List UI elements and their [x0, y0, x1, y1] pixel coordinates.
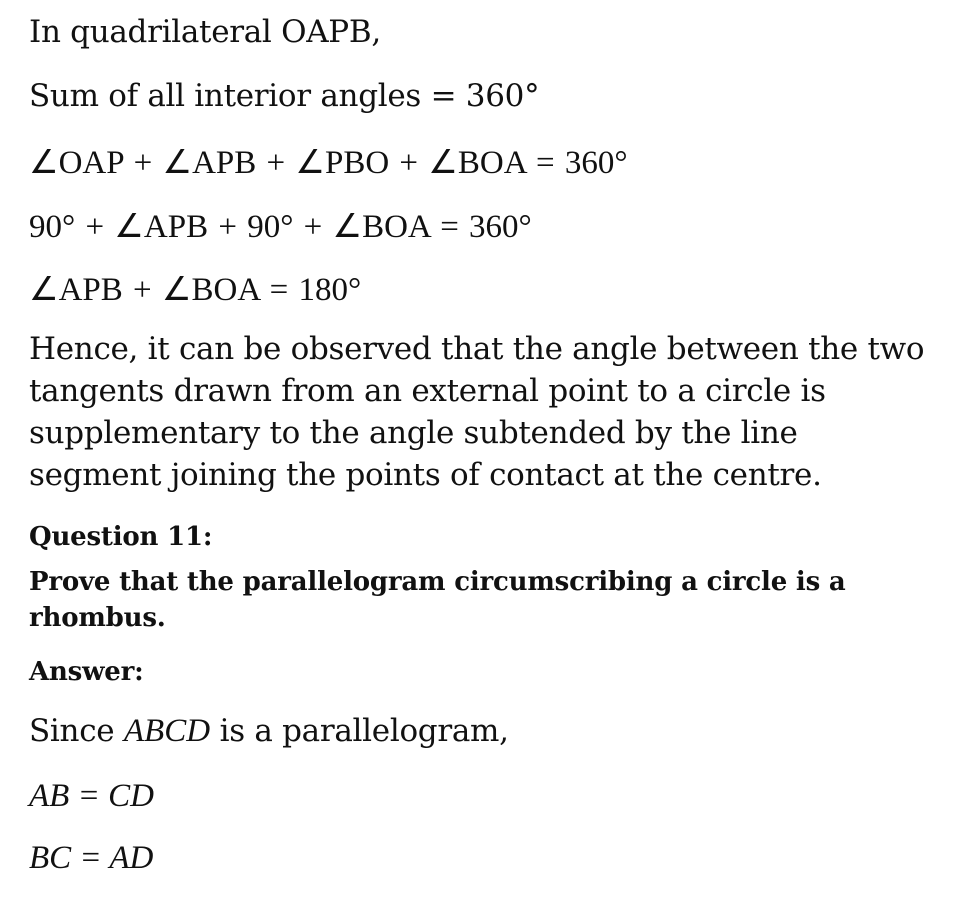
question-heading: Question 11: — [29, 522, 213, 552]
quadrilateral-intro-line: In quadrilateral OAPB, — [29, 14, 381, 50]
interior-angle-sum-line: Sum of all interior angles = 360° — [29, 78, 540, 114]
answer-intro-prefix: Since — [29, 713, 124, 749]
parallelogram-name: ABCD — [123, 713, 211, 749]
answer-heading: Answer: — [29, 657, 144, 687]
conclusion-paragraph: Hence, it can be observed that the angle between the two tangents drawn from an external point to a circle is supplementary to the angle subtended by the line segment joining the points of contact at the centre. — [29, 331, 925, 493]
opposite-sides-bc-ad-equation: BC = AD — [29, 840, 154, 876]
angle-sum-equation: ∠OAP + ∠APB + ∠PBO + ∠BOA = 360° — [29, 145, 628, 181]
question-statement: Prove that the parallelogram circumscribing a circle is a rhombus. — [29, 567, 846, 633]
substituted-right-angles-equation: 90° + ∠APB + 90° + ∠BOA = 360° — [29, 209, 532, 245]
supplementary-angles-equation: ∠APB + ∠BOA = 180° — [29, 272, 362, 308]
opposite-sides-ab-cd-equation: AB = CD — [29, 778, 154, 814]
answer-intro-suffix: is a parallelogram, — [210, 713, 509, 749]
answer-intro-line — [29, 713, 509, 750]
